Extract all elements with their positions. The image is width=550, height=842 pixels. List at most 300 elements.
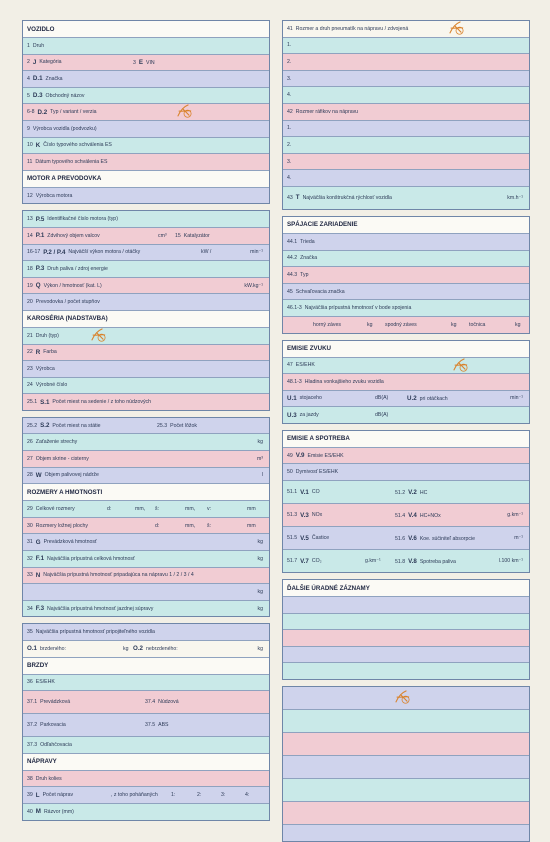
field-unit: kg: [257, 539, 263, 546]
field-row: [23, 518, 269, 535]
field-row: [23, 675, 269, 692]
field-number: 42: [287, 108, 293, 115]
dim-unit: mm,: [135, 506, 146, 513]
axle-label: 4:: [245, 792, 250, 799]
blank-row: [283, 756, 529, 779]
field-code: L: [35, 791, 40, 799]
field-row: [23, 394, 269, 410]
field-number: 47: [287, 362, 293, 369]
field-label: Najväčšia konštrukčná rýchlosť vozidla: [302, 194, 392, 201]
field-row: [283, 358, 529, 375]
field-label: Emisie ES/EHK: [307, 452, 344, 459]
dim-label: š:: [207, 522, 212, 529]
field-unit: kg: [123, 645, 129, 652]
field-row: [283, 481, 529, 504]
field-number: 13: [27, 216, 33, 223]
field-number: 24: [27, 382, 33, 389]
field-code: S.2: [40, 422, 50, 430]
field-label: Katalyzátor: [183, 232, 210, 239]
field-label: Druh paliva / zdroj energie: [47, 265, 108, 272]
field-label: Výrobca motora: [35, 192, 73, 199]
field-label: 1.: [287, 125, 292, 132]
field-number: 38: [27, 775, 33, 782]
field-number: 18: [27, 265, 33, 272]
field-unit: m³: [256, 455, 263, 462]
field-row: [23, 104, 269, 121]
field-number: 37.4: [145, 699, 156, 706]
field-row: [23, 584, 269, 601]
field-unit: dB(A): [375, 412, 389, 419]
field-label: Typ / variant / verzia: [50, 109, 97, 116]
field-row: [23, 534, 269, 551]
field-row: [283, 374, 529, 391]
field-number: 2: [27, 59, 30, 66]
field-number: 33: [27, 572, 33, 579]
axle-label: 1:: [171, 792, 176, 799]
field-label: Schvaľovacia značka: [295, 288, 345, 295]
field-label: Spotreba paliva: [419, 558, 456, 565]
field-label: nebrzdeného:: [145, 646, 178, 653]
field-code: S.1: [40, 398, 50, 406]
field-number: 26: [27, 439, 33, 446]
field-label: Celkové rozmery: [35, 506, 75, 513]
field-unit: m⁻¹: [514, 535, 523, 542]
section-title: ROZMERY A HMOTNOSTI: [23, 484, 269, 501]
stamp-mark-icon: [393, 689, 411, 705]
field-code: U.1: [287, 394, 297, 402]
stamp-mark-icon: [451, 358, 469, 373]
section-title: MOTOR A PREVODOVKA: [23, 171, 269, 188]
field-number: 16-17: [27, 249, 41, 256]
field-label: Najväčšia prípustná hmotnosť pripojiteľného vozidla: [35, 629, 155, 636]
field-label: Identifikačné číslo motora (typ): [47, 216, 118, 223]
field-label: Počet lôžok: [170, 422, 197, 429]
field-unit: cm³: [158, 232, 167, 239]
field-number: 15: [175, 232, 181, 239]
field-number: 41: [287, 25, 293, 32]
field-row: [23, 771, 269, 788]
field-code: P.5: [35, 215, 45, 223]
field-label: Najväčšia prípustná hmotnosť jazdnej súpravy: [47, 605, 154, 612]
field-number: 9: [27, 125, 30, 132]
field-label: Dátum typového schválenia ES: [35, 158, 108, 165]
field-label: 2.: [287, 58, 292, 65]
field-label: HC: [419, 489, 428, 496]
field-label: 4.: [287, 175, 292, 182]
field-row: [23, 378, 269, 395]
field-row: [23, 601, 269, 617]
field-code: W: [35, 471, 42, 479]
section-title: VOZIDLO: [23, 21, 269, 38]
stamp-mark-icon: [89, 328, 107, 343]
field-label: Počet miest na státie: [52, 422, 101, 429]
blank-row: [283, 614, 529, 631]
field-code: U.2: [407, 394, 417, 402]
field-row: [283, 407, 529, 423]
section-title: BRZDY: [23, 658, 269, 675]
field-label: Značka: [300, 255, 318, 262]
field-code: U.3: [287, 411, 297, 419]
field-row: [283, 251, 529, 268]
field-unit: l: [261, 472, 263, 479]
section-title: NÁPRAVY: [23, 754, 269, 771]
field-label: Trieda: [300, 238, 315, 245]
field-row: [283, 527, 529, 550]
field-row: [283, 87, 529, 104]
field-code: P.2 / P.4: [43, 248, 66, 256]
field-label: Koe. súčiniteľ absorpcie: [419, 535, 475, 542]
field-code: F.3: [35, 605, 45, 613]
field-number: 51.2: [395, 489, 406, 496]
field-label: Najväčší výkon motora / otáčky: [68, 249, 141, 256]
field-number: 25.1: [27, 399, 38, 406]
field-label: Výkon / hmotnosť (kat. L): [43, 282, 102, 289]
field-label: 3.: [287, 75, 292, 82]
field-code: O.2: [133, 645, 143, 653]
blank-row: [283, 710, 529, 733]
field-label: Prevádzková hmotnosť: [43, 539, 97, 546]
field-code: V.3: [300, 511, 309, 519]
section-title: ĎALŠIE ÚRADNÉ ZÁZNAMY: [283, 580, 529, 597]
section-title: KAROSÉRIA (NADSTAVBA): [23, 311, 269, 328]
field-number: 51.1: [287, 489, 298, 496]
field-code: T: [295, 194, 300, 202]
field-label: Výrobca vozidla (podvozku): [32, 125, 97, 132]
field-row: [23, 691, 269, 714]
field-row: [23, 551, 269, 568]
section-brzdy-napravy: [22, 623, 270, 820]
field-unit: min⁻¹: [250, 249, 263, 256]
field-row: [23, 641, 269, 658]
blank-row: [283, 779, 529, 802]
section-emisie-zvuku: [282, 340, 530, 424]
field-label: Druh (typ): [35, 332, 59, 339]
section-rozmery: [22, 417, 270, 618]
field-number: 51.7: [287, 558, 298, 565]
field-number: 37.2: [27, 722, 38, 729]
field-unit: min⁻¹: [510, 395, 523, 402]
field-row: [283, 137, 529, 154]
field-label: Výrobca: [35, 365, 55, 372]
field-label: Objem palivovej nádrže: [44, 472, 99, 479]
dim-label: v:: [207, 506, 212, 513]
field-label: brzdeného:: [39, 645, 66, 652]
field-number: 49: [287, 452, 293, 459]
field-unit: kg: [451, 321, 457, 328]
field-row: [23, 154, 269, 171]
field-number: 25.2: [27, 422, 38, 429]
field-unit: l.100 km⁻¹: [498, 558, 523, 565]
field-unit: kW /: [201, 249, 212, 256]
field-row: [23, 501, 269, 518]
field-number: 51.3: [287, 512, 298, 519]
dim-label: š:: [155, 506, 160, 513]
field-row: [23, 38, 269, 55]
field-row: [23, 138, 269, 155]
field-number: 45: [287, 288, 293, 295]
field-row: [23, 737, 269, 754]
field-code: D.2: [37, 108, 48, 116]
field-unit: dB(A): [375, 395, 389, 402]
field-number: 44.3: [287, 271, 298, 278]
field-number: 44.1: [287, 238, 298, 245]
field-label: NOx: [311, 512, 323, 519]
field-number: 37.1: [27, 699, 38, 706]
field-label: Častice: [311, 535, 330, 542]
field-number: 46.1-3: [287, 305, 302, 312]
field-number: 28: [27, 472, 33, 479]
field-code: V.5: [300, 534, 309, 542]
section-dalsie-zaznamy: [282, 579, 530, 680]
field-row: [23, 245, 269, 262]
field-code: G: [35, 538, 41, 546]
dim-unit: mm,: [185, 506, 196, 513]
field-unit: kW.kg⁻¹: [244, 282, 263, 289]
field-row: [283, 154, 529, 171]
field-row: [23, 434, 269, 451]
field-number: 43: [287, 194, 293, 201]
field-row: [23, 418, 269, 435]
field-label: Kategória: [39, 59, 62, 66]
field-label: Prevádzková: [40, 699, 71, 706]
field-number: 6-8: [27, 109, 35, 116]
field-label: Farba: [43, 349, 57, 356]
field-label: Obchodný názov: [45, 92, 85, 99]
field-label: Zdvihový objem valcov: [47, 232, 100, 239]
field-number: 31: [27, 539, 33, 546]
dim-label: d:: [107, 506, 112, 513]
axle-label: 2:: [197, 792, 202, 799]
field-number: 37.3: [27, 741, 38, 748]
field-number: 14: [27, 232, 33, 239]
field-number: 12: [27, 192, 33, 199]
field-code: V.1: [300, 488, 309, 496]
field-code: R: [35, 348, 41, 356]
section-blank-records: [282, 686, 530, 842]
field-number: 10: [27, 142, 33, 149]
field-unit: kg: [367, 321, 373, 328]
field-label: Druh: [32, 42, 45, 49]
field-number: 51.8: [395, 558, 406, 565]
field-label: Značka: [45, 75, 63, 82]
field-code: V.4: [408, 511, 417, 519]
section-title: EMISIE ZVUKU: [283, 341, 529, 358]
field-number: 51.6: [395, 535, 406, 542]
dim-label: d:: [155, 522, 160, 529]
blank-row: [283, 597, 529, 614]
section-spajacie: [282, 216, 530, 334]
field-row: [283, 234, 529, 251]
section-vozidlo: [22, 20, 270, 204]
field-label: VIN: [146, 59, 155, 66]
field-number: 50: [287, 469, 293, 476]
field-unit: kg: [257, 439, 263, 446]
field-number: 27: [27, 455, 33, 462]
field-number: 32: [27, 555, 33, 562]
field-number: 34: [27, 605, 33, 612]
field-label: Parkovacia: [40, 722, 66, 729]
field-unit: kg: [257, 589, 263, 596]
field-row: [283, 504, 529, 527]
blank-row: [283, 733, 529, 756]
field-row: [283, 21, 529, 38]
field-label: Dymivosť ES/EHK: [295, 469, 339, 476]
field-row: [23, 787, 269, 804]
field-code: M: [35, 808, 41, 816]
field-row: [283, 187, 529, 209]
field-label: CO₂: [311, 558, 322, 565]
field-label: Číslo typového schválenia ES: [43, 142, 112, 149]
field-number: 4: [27, 75, 30, 82]
field-row: [283, 71, 529, 88]
field-unit: g.km⁻¹: [507, 512, 523, 519]
section-title: EMISIE A SPOTREBA: [283, 431, 529, 448]
field-row: [23, 278, 269, 295]
field-label: Najväčšia prípustná celková hmotnosť: [47, 555, 135, 562]
blank-row: [283, 647, 529, 664]
field-label: Rozmery ložnej plochy: [35, 522, 88, 529]
field-unit: kg: [515, 321, 521, 328]
dim-unit: mm,: [185, 522, 196, 529]
field-number: 23: [27, 365, 33, 372]
field-code: Q: [35, 282, 41, 290]
field-code: V.2: [408, 488, 417, 496]
field-label: Najväčšia prípustná hmotnosť pripadajúca na nápravu 1 / 2 / 3 / 4: [43, 572, 194, 579]
field-number: 22: [27, 349, 33, 356]
field-row: [23, 88, 269, 105]
field-row: [23, 714, 269, 737]
blank-row: [283, 663, 529, 679]
field-row: [283, 170, 529, 187]
field-label: CO: [311, 489, 320, 496]
field-label: Rozmer ráfikov na nápravu: [295, 108, 359, 115]
field-row: [23, 624, 269, 641]
field-row: [283, 550, 529, 572]
field-label: Počet náprav: [42, 792, 74, 799]
field-label: za jazdy: [299, 412, 319, 419]
field-row: [23, 121, 269, 138]
field-code: D.3: [32, 92, 43, 100]
field-unit: g.km⁻¹: [365, 558, 381, 565]
section-pneumatiky: [282, 20, 530, 210]
field-number: 19: [27, 282, 33, 289]
field-number: 36: [27, 679, 33, 686]
field-code: F.1: [35, 555, 45, 563]
field-label: HC+NOx: [419, 512, 441, 519]
field-row: [23, 361, 269, 378]
field-number: 51.4: [395, 512, 406, 519]
field-row: [23, 468, 269, 485]
dim-unit: mm: [247, 506, 256, 513]
field-row: [283, 38, 529, 55]
field-row: [23, 55, 269, 72]
field-number: 30: [27, 522, 33, 529]
field-code: P.1: [35, 232, 45, 240]
field-label: ES/EHK: [295, 362, 315, 369]
field-row: [23, 345, 269, 362]
field-number: 20: [27, 299, 33, 306]
field-label: Rozmer a druh pneumatík na nápravu / zdvojená: [295, 25, 409, 32]
field-number: 35: [27, 629, 33, 636]
field-label: Núdzová: [158, 699, 179, 706]
field-label: Objem skrine - cisterny: [35, 455, 89, 462]
field-row: [283, 121, 529, 138]
field-row: [23, 188, 269, 204]
blank-row: [283, 825, 529, 841]
field-number: 44.2: [287, 255, 298, 262]
field-code: V.8: [408, 557, 417, 565]
field-code: V.6: [408, 534, 417, 542]
field-code: N: [35, 571, 41, 579]
field-label: 1.: [287, 42, 292, 49]
field-code: E: [138, 58, 144, 66]
left-column: [22, 20, 270, 821]
field-number: 11: [27, 158, 33, 165]
field-row: [23, 261, 269, 278]
stamp-mark-icon: [447, 21, 465, 36]
stamp-mark-icon: [175, 104, 193, 119]
field-label: stojaceho: [299, 395, 322, 402]
field-code: J: [32, 58, 37, 66]
field-number: 29: [27, 506, 33, 513]
field-row: [23, 71, 269, 88]
section-emisie-spotreba: [282, 430, 530, 573]
section-title: SPÁJACIE ZARIADENIE: [283, 217, 529, 234]
field-label: spodný záves: [385, 321, 417, 328]
field-number: 39: [27, 792, 33, 799]
field-label: Odľahčovacia: [40, 741, 72, 748]
field-row: [283, 317, 529, 333]
field-row: [283, 464, 529, 481]
field-label: pri otáčkach: [419, 395, 448, 402]
blank-row: [283, 687, 529, 710]
field-label: Výrobné číslo: [35, 382, 68, 389]
field-label: Najväčšia prípustná hmotnosť v bode spojenia: [304, 305, 412, 312]
field-label: 4.: [287, 92, 292, 99]
field-label: 3.: [287, 158, 292, 165]
field-row: [283, 104, 529, 121]
field-unit: km.h⁻¹: [507, 194, 523, 201]
field-row: [283, 300, 529, 317]
field-label: ABS: [158, 722, 169, 729]
field-row: [23, 568, 269, 585]
field-row: [23, 211, 269, 228]
field-code: O.1: [27, 645, 37, 653]
field-row: [23, 228, 269, 245]
field-number: 48.1-3: [287, 378, 302, 385]
field-row: [283, 267, 529, 284]
field-number: 51.5: [287, 535, 298, 542]
field-label: Druh kolies: [35, 775, 62, 782]
blank-row: [283, 802, 529, 825]
field-unit: kg: [257, 605, 263, 612]
field-label: 2.: [287, 141, 292, 148]
blank-row: [283, 630, 529, 647]
field-number: 3: [133, 59, 136, 66]
field-code: V.7: [300, 557, 309, 565]
field-label: Prevodovka / počet stupňov: [35, 299, 100, 306]
field-number: 1: [27, 42, 30, 49]
field-row: [283, 284, 529, 301]
field-label: Rázvor (mm): [43, 808, 74, 815]
field-row: [23, 328, 269, 345]
field-row: [283, 391, 529, 408]
field-label: Typ: [300, 271, 309, 278]
field-unit: kg: [257, 555, 263, 562]
field-code: P.3: [35, 265, 45, 273]
field-label: Počet miest na sedenie / z toho núdzových: [52, 399, 152, 406]
field-number: 5: [27, 92, 30, 99]
